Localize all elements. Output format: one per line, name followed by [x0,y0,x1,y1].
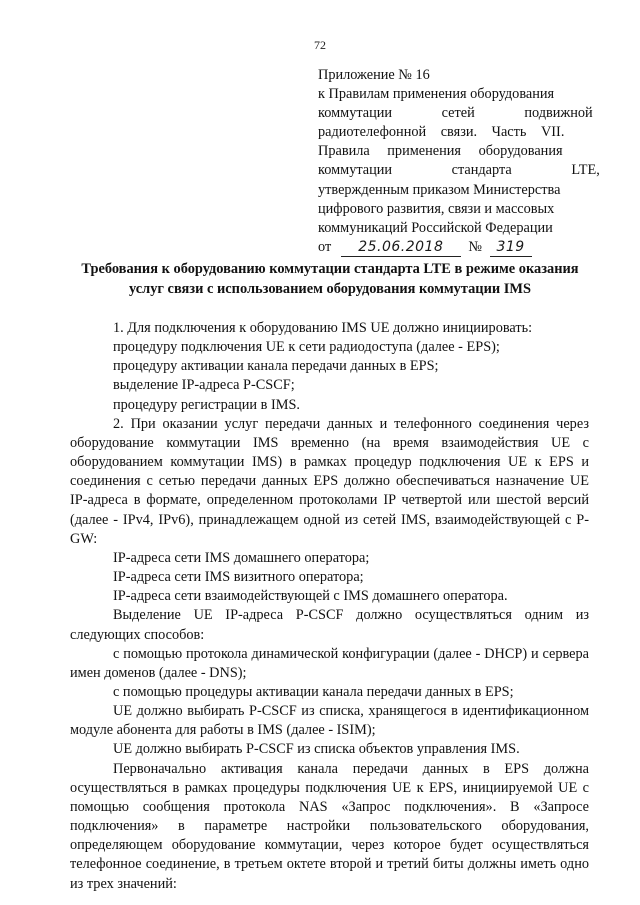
appendix-line: цифрового развития, связи и массовых [318,200,555,217]
appendix-header [318,66,600,258]
appendix-line [318,104,593,123]
paragraph: UE должно выбирать P-CSCF из списка, хранящегося в идентификационном модуле абонента для работы в IMS (далее - ISIM); [70,703,589,739]
appendix-line-text: коммутации сетей подвижной [318,105,593,122]
document-body [70,319,589,894]
paragraph: IP-адреса сети IMS визитного оператора; [113,569,364,586]
paragraph: с помощью процедуры активации канала передачи данных в EPS; [113,683,514,700]
appendix-line-text: радиотелефонной связи. Часть VII. [318,124,565,141]
paragraph: выделение IP-адреса P-CSCF; [113,377,295,394]
document-title: Требования к оборудованию коммутации стандарта LTE в режиме оказания услуг связи с использованием оборудования коммутации IMS [81,261,579,297]
paragraph: процедуру активации канала передачи данных в EPS; [113,358,439,375]
page-number: 72 [314,38,326,52]
appendix-line-text: к Правилам применения оборудования [318,86,555,103]
order-number-sign: № [468,238,483,255]
paragraph: UE должно выбирать P-CSCF из списка объектов управления IMS. [113,741,520,758]
order-date-handwritten: 25.06.2018 [341,239,461,257]
paragraph: IP-адреса сети IMS домашнего оператора; [113,549,370,566]
paragraph: 2. При оказании услуг передачи данных и телефонного соединения через оборудование коммутации IMS временно (на время взаимодействия UE с оборудованием коммутации IMS) в рамках процедур подключения UE к EPS и соединения с сетью передачи данных EPS должно обеспечиваться назначение UE IP-адреса в формате, определенном протоколами IP четвертой или шестой версий (далее - IPv4, IPv6), принадлежащем одной из сетей IMS, взаимодействующей с P-GW: [70,415,589,547]
paragraph: процедуру подключения UE к сети радиодоступа (далее - EPS); [113,339,500,356]
order-number-handwritten: 319 [490,239,532,257]
paragraph: Выделение UE IP-адреса P-CSCF должно осуществляться одним из следующих способов: [70,607,589,643]
paragraph: Первоначально активация канала передачи данных в EPS должна осуществляться в рамках процедуры подключения UE к EPS, инициируемой UE с помощью сообщения протокола NAS «Запрос подключения». В «Запросе подключения» в параметре настройки пользовательского оборудования, определяющем оборудование коммутации, через которое будет осуществляться телефонное соединение, в третьем октете второй и третий биты должны иметь одно из трех значений: [70,760,589,892]
appendix-line [318,161,600,180]
appendix-line-text: Правила применения оборудования [318,143,563,160]
appendix-line-text: коммутации стандарта LTE, [318,162,600,179]
order-reference [318,238,578,258]
appendix-line [318,123,578,142]
appendix-title: Приложение № 16 [318,67,430,83]
appendix-line: коммуникаций Российской Федерации [318,219,553,236]
appendix-line [318,85,578,104]
order-prefix: от [318,238,332,255]
appendix-line: утвержденным приказом Министерства [318,181,561,198]
paragraph: 1. Для подключения к оборудованию IMS UE должно инициировать: [113,320,533,336]
appendix-line [318,142,578,161]
paragraph: IP-адреса сети взаимодействующей с IMS домашнего оператора. [113,588,508,605]
paragraph: с помощью протокола динамической конфигурации (далее - DHCP) и сервера имен доменов (далее - DNS); [70,645,589,681]
paragraph: процедуру регистрации в IMS. [113,396,300,413]
